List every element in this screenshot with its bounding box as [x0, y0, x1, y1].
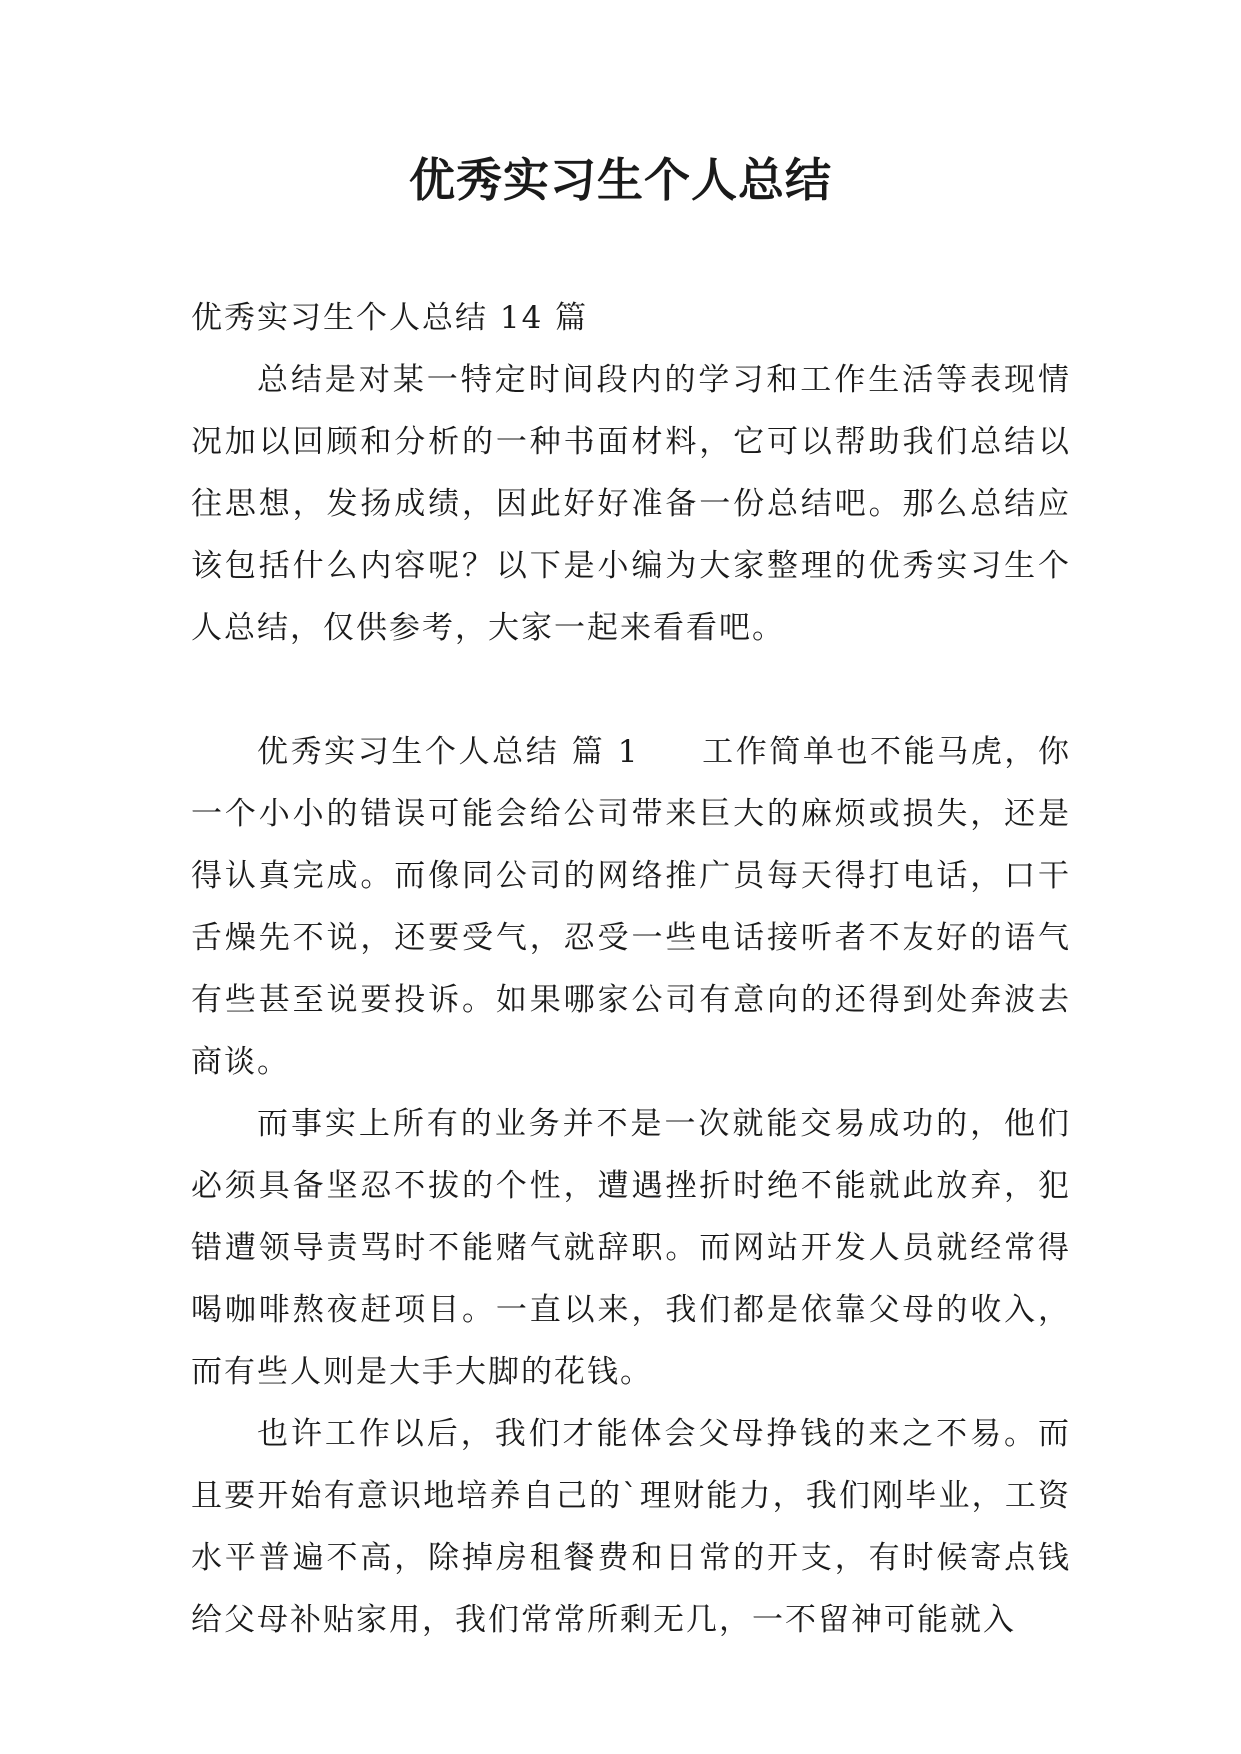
- section-1-paragraph-1: [191, 721, 1071, 1093]
- paragraph-gap: [191, 659, 1071, 721]
- section-1-paragraph-2: 而事实上所有的业务并不是一次就能交易成功的，他们必须具备坚忍不拔的个性，遭遇挫折时绝不能就此放弃，犯错遭领导责骂时不能赌气就辞职。而网站开发人员就经常得喝咖啡熬夜赶项目。一直以来，我们都是依靠父母的收入，而有些人则是大手大脚的花钱。: [191, 1106, 1071, 1390]
- section-1-heading: 优秀实习生个人总结 篇 1: [257, 734, 640, 770]
- intro-paragraph: 总结是对某一特定时间段内的学习和工作生活等表现情况加以回顾和分析的一种书面材料，它可以帮助我们总结以往思想，发扬成绩，因此好好准备一份总结吧。那么总结应该包括什么内容呢？以下是小编为大家整理的优秀实习生个人总结，仅供参考，大家一起来看看吧。: [191, 362, 1071, 646]
- section-1-paragraph-3: 也许工作以后，我们才能体会父母挣钱的来之不易。而且要开始有意识地培养自己的`理财能力，我们刚毕业，工资水平普遍不高，除掉房租餐费和日常的开支，有时候寄点钱给父母补贴家用，我们常常所剩无几，一不留神可能就入: [191, 1416, 1071, 1638]
- document-body: [191, 287, 1071, 1651]
- section-1-paragraph-1-text: 工作简单也不能马虎，你一个小小的错误可能会给公司带来巨大的麻烦或损失，还是得认真完成。而像同公司的网络推广员每天得打电话，口干舌燥先不说，还要受气，忍受一些电话接听者不友好的语气有些甚至说要投诉。如果哪家公司有意向的还得到处奔波去商谈。: [191, 734, 1072, 1080]
- document-title: 优秀实习生个人总结: [409, 153, 832, 207]
- document-subtitle: 优秀实习生个人总结 14 篇: [191, 300, 589, 336]
